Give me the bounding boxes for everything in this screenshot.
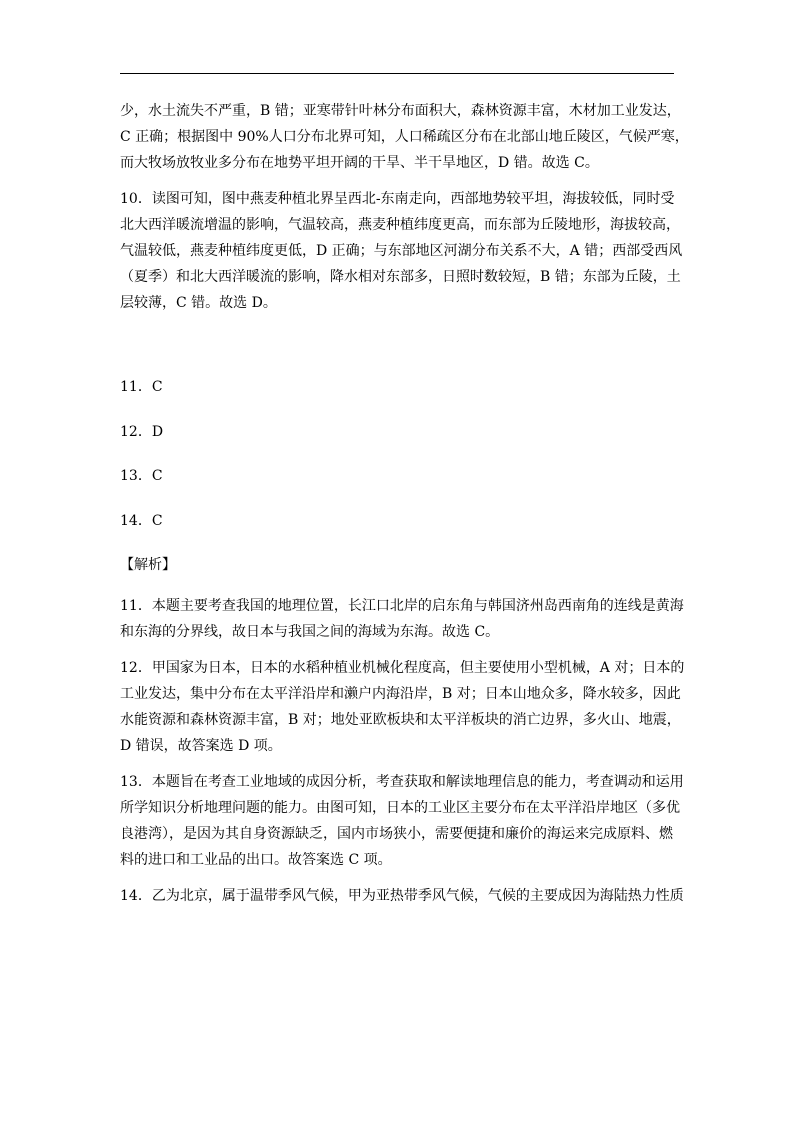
text-line: C 正确；根据图中 90%人口分布北界可知，人口稀疏区分布在北部山地丘陵区，气候严寒，	[120, 129, 689, 145]
text-line: 北大西洋暖流增温的影响，气温较高，燕麦种植纬度更高，而东部为丘陵地形，海拔较高，	[120, 217, 680, 233]
answer-12: 12．D	[120, 423, 164, 440]
text-line: D 错误，故答案选 D 项。	[120, 738, 282, 754]
explanation-q12	[120, 655, 685, 759]
spacer	[120, 326, 674, 374]
text-line: 所学知识分析地理问题的能力。由图可知，日本的工业区主要分布在太平洋沿岸地区（多优	[120, 800, 680, 816]
text-line: 良港湾），是因为其自身资源缺乏，国内市场狭小，需要便捷和廉价的海运来完成原料、燃	[120, 826, 673, 842]
page-content	[120, 98, 689, 919]
explanation-q10	[120, 186, 683, 316]
text-line: 14．乙为北京，属于温带季风气候，甲为亚热带季风气候，气候的主要成因为海陆热力性质	[120, 888, 684, 904]
text-line: 而大牧场放牧业多分布在地势平坦开阔的干旱、半干旱地区，D 错。故选 C。	[120, 155, 599, 171]
text-line: 料的进口和工业品的出口。故答案选 C 项。	[120, 852, 392, 868]
answer-11: 11．C	[120, 379, 163, 395]
explanation-q13	[120, 769, 684, 873]
text-line: 水能资源和森林资源丰富，B 对；地处亚欧板块和太平洋板块的消亡边界，多火山、地震，	[120, 712, 681, 728]
text-line: 层较薄，C 错。故选 D。	[120, 295, 277, 311]
text-line: 气温较低，燕麦种植纬度更低，D 正确；与东部地区河湖分布关系不大，A 错；西部受西风	[120, 243, 683, 259]
answer-14: 14．C	[120, 512, 163, 529]
text-line: 11．本题主要考查我国的地理位置，长江口北岸的启东角与韩国济州岛西南角的连线是黄海	[120, 598, 684, 614]
text-line: 和东海的分界线，故日本与我国之间的海域为东海。故选 C。	[120, 624, 500, 640]
text-line: 12．甲国家为日本，日本的水稻种植业机械化程度高，但主要使用小型机械，A 对；日本的	[120, 660, 685, 676]
header-rule	[120, 73, 674, 74]
analysis-label: 【解析】	[120, 557, 176, 573]
text-line: 10．读图可知，图中燕麦种植北界呈西北-东南走向，西部地势较平坦，海拔较低，同时受	[120, 191, 675, 207]
text-line: 少，水土流失不严重，B 错；亚寒带针叶林分布面积大，森林资源丰富，木材加工业发达，	[120, 103, 681, 119]
text-line: 13．本题旨在考查工业地域的成因分析，考查获取和解读地理信息的能力，考查调动和运用	[120, 774, 684, 790]
explanation-q9-tail	[120, 98, 689, 176]
explanation-q11	[120, 593, 684, 645]
text-line: （夏季）和北大西洋暖流的影响，降水相对东部多，日照时数较短，B 错；东部为丘陵，土	[120, 269, 681, 285]
answer-13: 13．C	[120, 468, 163, 484]
text-line: 工业发达，集中分布在太平洋沿岸和濑户内海沿岸，B 对；日本山地众多，降水较多，因此	[120, 686, 681, 702]
explanation-q14	[120, 883, 684, 909]
